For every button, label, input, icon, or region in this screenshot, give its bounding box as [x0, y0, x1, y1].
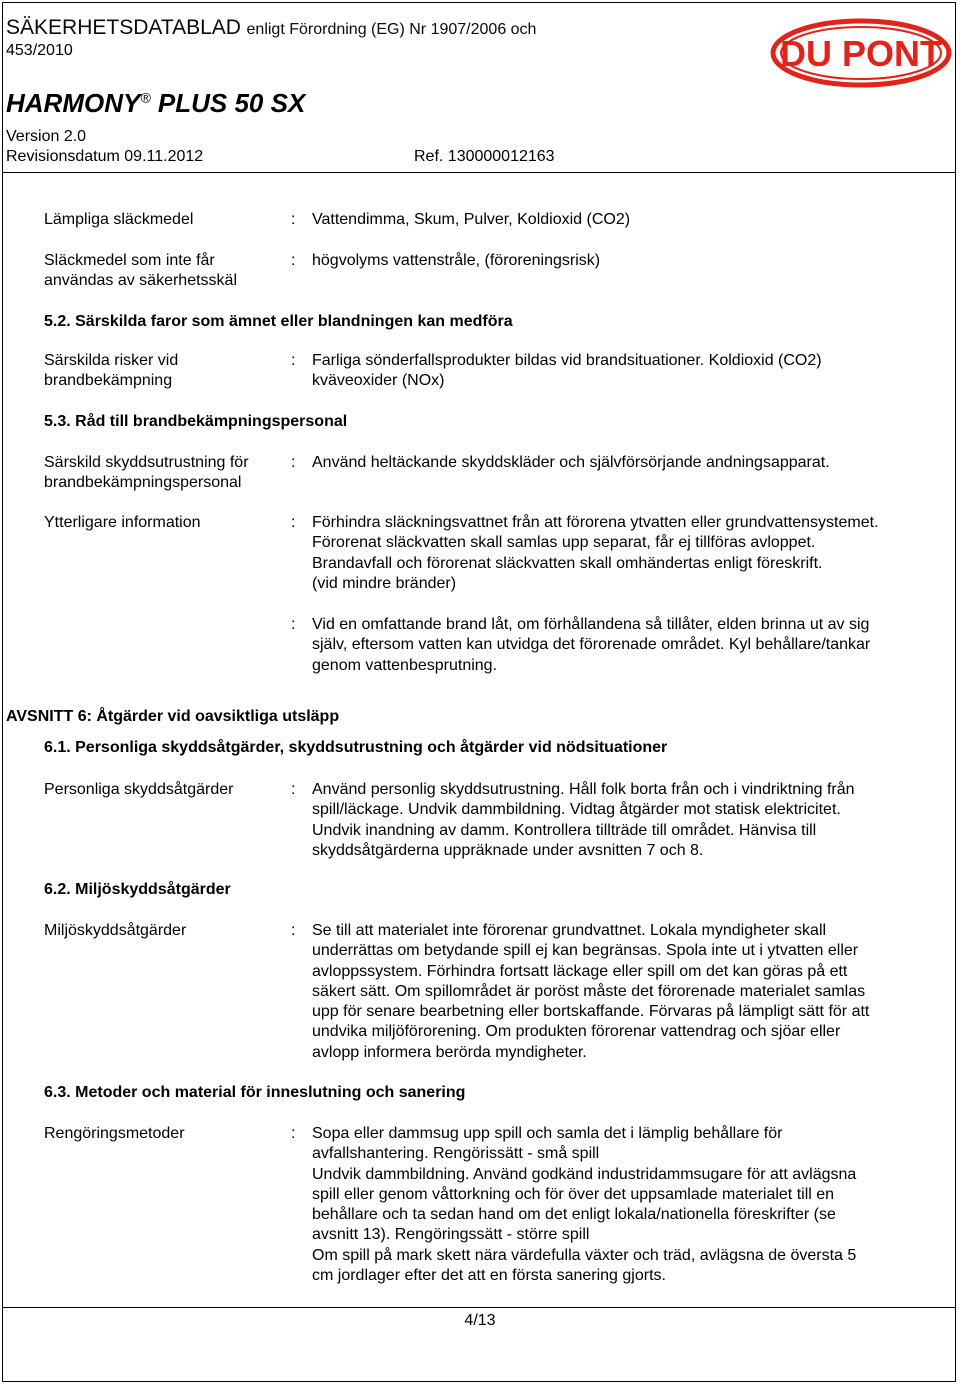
section-5-2-heading: 5.2. Särskilda faror som ämnet eller blandningen kan medföra — [44, 313, 513, 330]
header-divider — [3, 172, 955, 173]
colon: : — [291, 922, 296, 939]
colon: : — [291, 514, 296, 531]
svg-text:DU PONT: DU PONT — [780, 33, 942, 74]
value-rengoring: Sopa eller dammsug upp spill och samla det i lämplig behållare för avfallshantering. Rengörissätt - små spill Undvik dammbildning. Använd godkänd industridammsugare för att avlägsna spill eller genom våttorkning och för över det uppsamlade materialet till en behållare och ta sedan hand om det enligt lokala/nationella föreskrifter (se avsnitt 13). Rengöringssätt - större spill Om spill på mark skett nära värdefulla växter och träd, avlägsna de översta 5 cm jordlager efter det att en första sanering gjorts. — [312, 1125, 857, 1285]
value-personliga: Använd personlig skyddsutrustning. Håll folk borta från och i vindriktning från spill/läckage. Undvik dammbildning. Vidtag åtgärder mot statisk elektricitet. Undvik inandning av damm. Kontrollera tillträde till området. Hänvisa till skyddsåtgärderna uppräknade under avsnitten 7 och 8. — [312, 781, 855, 859]
colon: : — [291, 252, 296, 269]
value-skyddsutrustning: Använd heltäckande skyddskläder och självförsörjande andningsapparat. — [312, 454, 830, 471]
section-6-3-heading: 6.3. Metoder och material för inneslutning och sanering — [44, 1084, 466, 1101]
revision-date: Revisionsdatum 09.11.2012 — [6, 148, 204, 165]
reference-number: Ref. 130000012163 — [414, 148, 555, 165]
value-ytterligare-2: Vid en omfattande brand låt, om förhållandena så tillåter, elden brinna ut av sig själv, eftersom vatten kan utvidga det förorenade området. Kyl behållare/tankar genom vattenbesprutning. — [312, 616, 871, 674]
value-slackmedel-ej: högvolyms vattenstråle, (föroreningsrisk) — [312, 252, 601, 269]
regulation-number: 453/2010 — [6, 42, 73, 59]
colon: : — [291, 781, 296, 798]
value-lampliga: Vattendimma, Skum, Pulver, Koldioxid (CO2) — [312, 211, 631, 228]
dupont-logo — [770, 18, 952, 88]
label-sarskilda-risker: Särskilda risker vid brandbekämpning — [44, 352, 179, 390]
label-lampliga: Lämpliga släckmedel — [44, 211, 194, 228]
section-6-heading: AVSNITT 6: Åtgärder vid oavsiktliga utsläpp — [6, 708, 340, 725]
document-title: SÄKERHETSDATABLAD enligt Förordning (EG) Nr 1907/2006 och — [6, 16, 537, 39]
page-number: 4/13 — [464, 1312, 496, 1329]
colon: : — [291, 616, 296, 633]
footer-divider — [3, 1307, 955, 1308]
product-name: HARMONY® PLUS 50 SX — [6, 88, 306, 118]
label-slackmedel-ej: Släckmedel som inte får användas av säkerhetsskäl — [44, 252, 237, 290]
value-sarskilda-risker: Farliga sönderfallsprodukter bildas vid brandsituationer. Koldioxid (CO2) kväveoxider (NOx) — [312, 352, 822, 390]
version: Version 2.0 — [6, 128, 87, 145]
colon: : — [291, 211, 296, 228]
section-6-2-heading: 6.2. Miljöskyddsåtgärder — [44, 881, 231, 898]
label-skyddsutrustning: Särskild skyddsutrustning för brandbekämpningspersonal — [44, 454, 249, 492]
label-personliga: Personliga skyddsåtgärder — [44, 781, 234, 798]
label-ytterligare: Ytterligare information — [44, 514, 201, 531]
colon: : — [291, 1125, 296, 1142]
colon: : — [291, 352, 296, 369]
colon: : — [291, 454, 296, 471]
label-rengoring: Rengöringsmetoder — [44, 1125, 185, 1142]
section-6-1-heading: 6.1. Personliga skyddsåtgärder, skyddsutrustning och åtgärder vid nödsituationer — [44, 739, 668, 756]
value-miljo: Se till att materialet inte förorenar grundvattnet. Lokala myndigheter skall underrättas om betydande spill ej kan begränsas. Spola inte ut i ytvatten eller avloppssystem. Förhindra fortsatt läckage eller spill om det kan göras på ett säkert sätt. Om spillområdet är poröst måste det förorenade materialet samlas upp för senare bearbetning eller bortskaffande. Förvaras på lämpligt sätt för att undvika miljöförorening. Om produkten förorenar vattendrag och sjöar eller avlopp informera berörda myndigheter. — [312, 922, 870, 1061]
value-ytterligare: Förhindra släckningsvattnet från att förorena ytvatten eller grundvattensystemet. Förorenat släckvatten skall samlas upp separat, får ej tillföras avloppet. Brandavfall och förorenat släckvatten skall omhändertas enligt föreskrift. (vid mindre bränder) — [312, 514, 879, 592]
section-5-3-heading: 5.3. Råd till brandbekämpningspersonal — [44, 413, 348, 430]
label-miljo: Miljöskyddsåtgärder — [44, 922, 187, 939]
